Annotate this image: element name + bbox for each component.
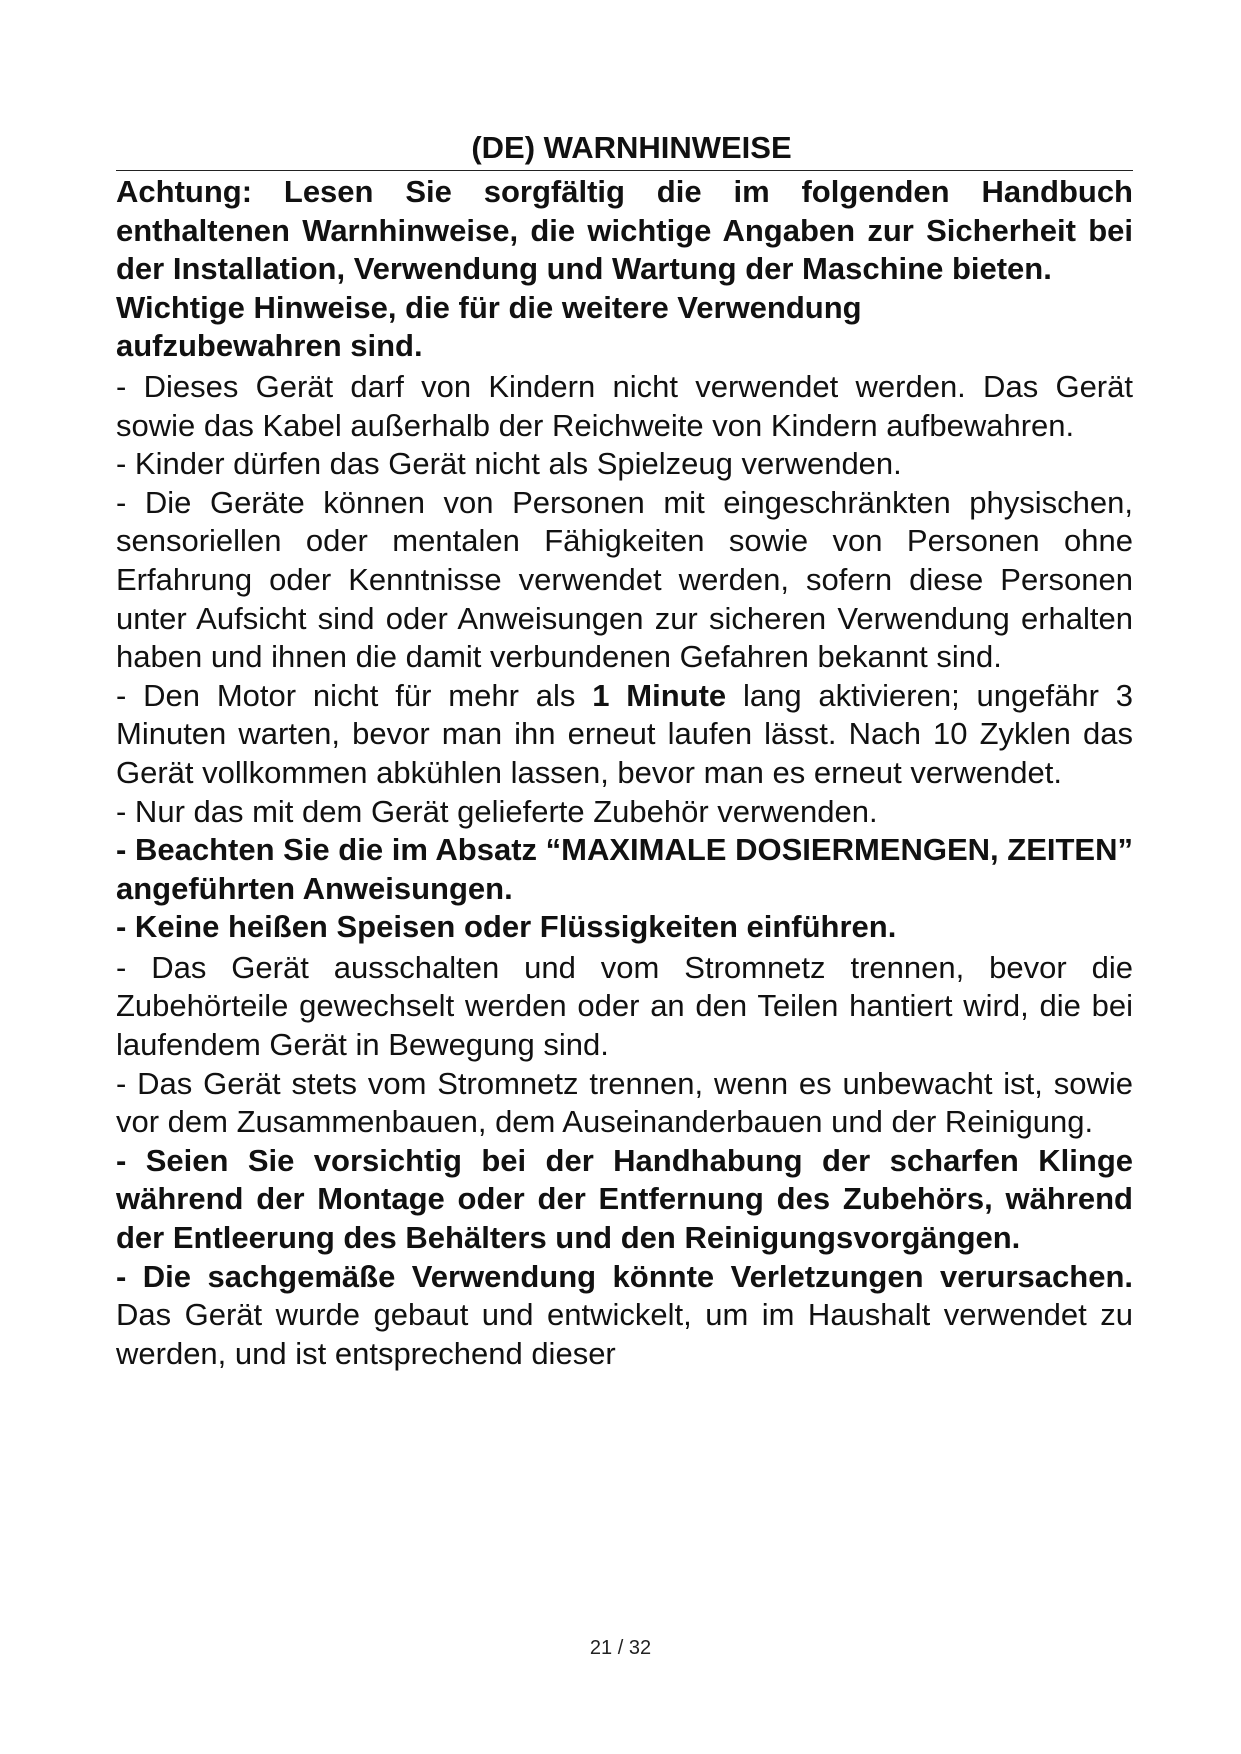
warning-item-hot-food: - Keine heißen Speisen oder Flüssigkeiten einführen.: [116, 909, 897, 945]
warning-item-blade: - Seien Sie vorsichtig bei der Handhabung der scharfen Klinge während der Montage oder der Entfernung des Zubehörs, während der Entleerung des Behälters und den Reinigungsvorgängen.: [116, 1142, 1133, 1256]
misuse-text-after: Das Gerät wurde gebaut und entwickelt, um im Haushalt verwendet zu werden, und ist entsprechend dieser: [116, 1297, 1133, 1371]
warning-item-max-dosage: - Beachten Sie die im Absatz “MAXIMALE DOSIERMENGEN, ZEITEN” angeführten Anweisungen.: [116, 832, 1133, 906]
keep-instructions-note: Wichtige Hinweise, die für die weitere Verwendung aufzubewahren sind.: [116, 289, 862, 364]
motor-text-before: - Den Motor nicht für mehr als: [116, 677, 593, 713]
warning-item-accessories: - Nur das mit dem Gerät gelieferte Zubehör verwenden.: [116, 793, 878, 829]
motor-text-after: lang aktivieren; ungefähr 3 Minuten warten, bevor man ihn erneut laufen lässt. Nach 10 Zyklen das Gerät vollkommen abkühlen lassen, bevor man es erneut verwendet.: [116, 677, 1133, 790]
warning-item-motor: [116, 677, 1133, 793]
document-page: [116, 128, 1133, 1373]
page-title: (DE) WARNHINWEISE: [471, 130, 792, 165]
title-divider: [116, 170, 1133, 171]
intro-warning: Achtung: Lesen Sie sorgfältig die im folgenden Handbuch enthaltenen Warnhinweise, die wichtige Angaben zur Sicherheit bei der Installation, Verwendung und Wartung der Maschine bieten.: [116, 174, 1133, 287]
warning-item-misuse: [116, 1258, 1133, 1374]
motor-duration: 1 Minute: [592, 677, 727, 713]
warning-item-children: - Dieses Gerät darf von Kindern nicht verwendet werden. Das Gerät sowie das Kabel außerhalb der Reichweite von Kindern aufbewahren.: [116, 368, 1133, 443]
warning-item-unplug: - Das Gerät stets vom Stromnetz trennen, wenn es unbewacht ist, sowie vor dem Zusammenbauen, dem Auseinanderbauen und der Reinigung.: [116, 1065, 1133, 1140]
page-number: 21 / 32: [589, 1637, 652, 1659]
warning-item-switch-off: - Das Gerät ausschalten und vom Stromnetz trennen, bevor die Zubehörteile gewechselt werden oder an den Teilen hantiert wird, die bei laufendem Gerät in Bewegung sind.: [116, 949, 1133, 1063]
misuse-bold: - Die sachgemäße Verwendung könnte Verletzungen verursachen.: [116, 1258, 1133, 1294]
warning-item-toy: - Kinder dürfen das Gerät nicht als Spielzeug verwenden.: [116, 446, 902, 482]
warning-item-capabilities: - Die Geräte können von Personen mit eingeschränkten physischen, sensoriellen oder mentalen Fähigkeiten sowie von Personen ohne Erfahrung oder Kenntnisse verwendet werden, sofern diese Personen unter Aufsicht sind oder Anweisungen zur sicheren Verwendung erhalten haben und ihnen die damit verbundenen Gefahren bekannt sind.: [116, 484, 1133, 675]
